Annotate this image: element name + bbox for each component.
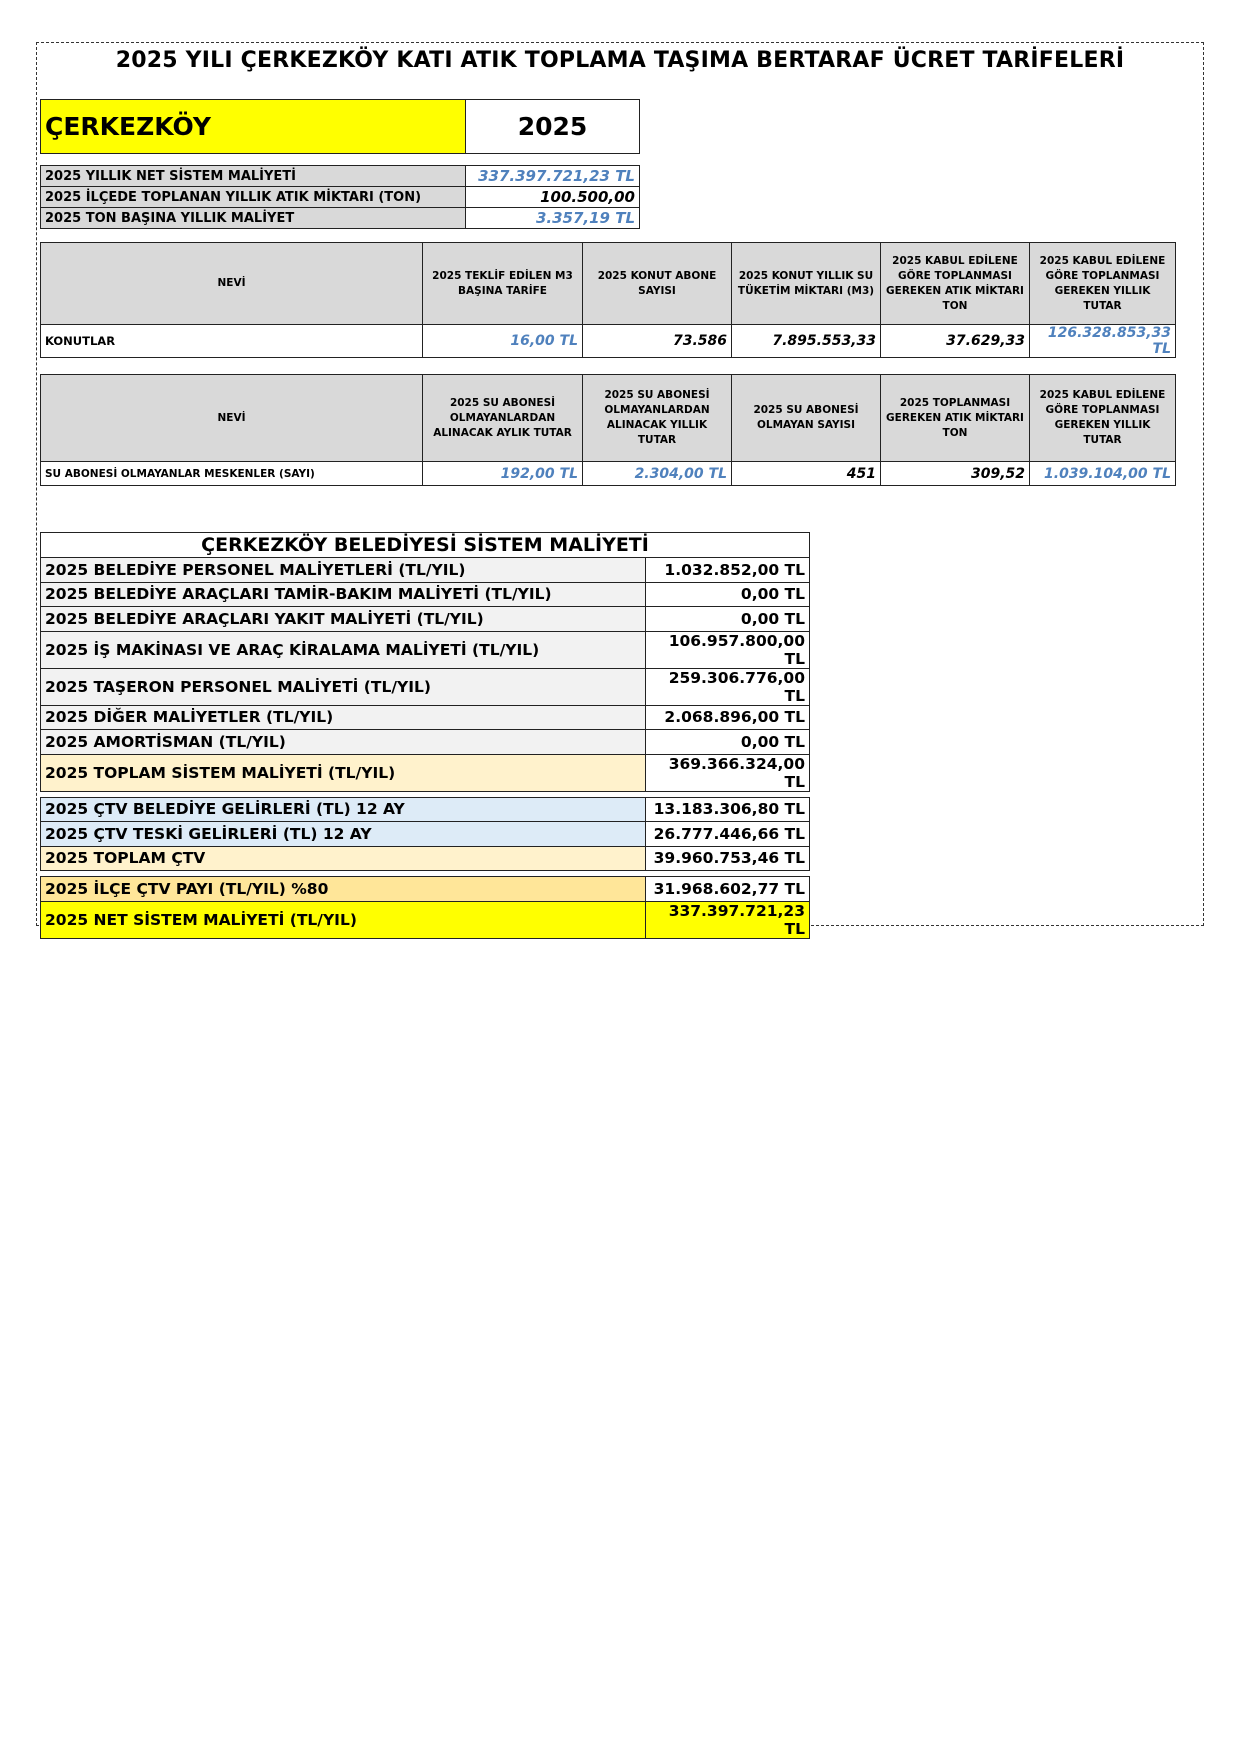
- summary-table: [40, 165, 640, 229]
- total-cost-row: [41, 754, 810, 791]
- cost-label: 2025 BELEDİYE PERSONEL MALİYETLERİ (TL/YIL): [41, 558, 646, 583]
- nonsubscriber-table: [40, 374, 1176, 486]
- summary-row: [41, 166, 640, 187]
- table-cell: 37.629,33: [881, 325, 1030, 358]
- column-header: 2025 KABUL EDİLENE GÖRE TOPLANMASI GEREKEN YILLIK TUTAR: [1030, 375, 1176, 462]
- cost-value: 0,00 TL: [646, 582, 810, 607]
- cost-value: 26.777.446,66 TL: [646, 822, 810, 847]
- column-header: 2025 KONUT ABONE SAYISI: [583, 243, 732, 325]
- cost-label: 2025 DİĞER MALİYETLER (TL/YIL): [41, 705, 646, 730]
- cost-value: 369.366.324,00 TL: [646, 754, 810, 791]
- cost-value: 337.397.721,23 TL: [646, 901, 810, 938]
- cost-row: [41, 668, 810, 705]
- cost-value: 1.032.852,00 TL: [646, 558, 810, 583]
- column-header: NEVİ: [41, 243, 423, 325]
- cost-value: 39.960.753,46 TL: [646, 846, 810, 871]
- column-header: 2025 TOPLANMASI GEREKEN ATIK MİKTARI TON: [881, 375, 1030, 462]
- ilce-pay-row: [41, 877, 810, 902]
- summary-row: [41, 208, 640, 229]
- table-cell: 192,00 TL: [423, 462, 583, 486]
- cost-label: 2025 AMORTİSMAN (TL/YIL): [41, 730, 646, 755]
- summary-value: 337.397.721,23 TL: [466, 166, 640, 187]
- cost-label: 2025 İŞ MAKİNASI VE ARAÇ KİRALAMA MALİYETİ (TL/YIL): [41, 631, 646, 668]
- cost-label: 2025 İLÇE ÇTV PAYI (TL/YIL) %80: [41, 877, 646, 902]
- row-label: SU ABONESİ OLMAYANLAR MESKENLER (SAYI): [41, 462, 423, 486]
- column-header: 2025 SU ABONESİ OLMAYANLARDAN ALINACAK AYLIK TUTAR: [423, 375, 583, 462]
- cost-row: [41, 607, 810, 632]
- city-header-table: [40, 99, 640, 154]
- table-header-row: [41, 243, 1176, 325]
- cost-label: 2025 TOPLAM SİSTEM MALİYETİ (TL/YIL): [41, 754, 646, 791]
- summary-label: 2025 İLÇEDE TOPLANAN YILLIK ATIK MİKTARI (TON): [41, 187, 466, 208]
- column-header: NEVİ: [41, 375, 423, 462]
- column-header: 2025 SU ABONESİ OLMAYANLARDAN ALINACAK YILLIK TUTAR: [583, 375, 732, 462]
- column-header: 2025 TEKLİF EDİLEN M3 BAŞINA TARİFE: [423, 243, 583, 325]
- summary-value: 100.500,00: [466, 187, 640, 208]
- cost-row: [41, 631, 810, 668]
- cost-value: 0,00 TL: [646, 730, 810, 755]
- summary-row: [41, 187, 640, 208]
- year-label: 2025: [466, 100, 640, 154]
- column-header: 2025 SU ABONESİ OLMAYAN SAYISI: [732, 375, 881, 462]
- cost-table-title: ÇERKEZKÖY BELEDİYESİ SİSTEM MALİYETİ: [41, 533, 810, 558]
- table-cell: 7.895.553,33: [732, 325, 881, 358]
- cost-row: [41, 558, 810, 583]
- table-cell: 2.304,00 TL: [583, 462, 732, 486]
- table-cell: 1.039.104,00 TL: [1030, 462, 1176, 486]
- residential-table: [40, 242, 1176, 358]
- table-cell: 451: [732, 462, 881, 486]
- summary-label: 2025 YILLIK NET SİSTEM MALİYETİ: [41, 166, 466, 187]
- column-header: 2025 KONUT YILLIK SU TÜKETİM MİKTARI (M3): [732, 243, 881, 325]
- table-header-row: [41, 375, 1176, 462]
- table-row: [41, 325, 1176, 358]
- column-header: 2025 KABUL EDİLENE GÖRE TOPLANMASI GEREKEN YILLIK TUTAR: [1030, 243, 1176, 325]
- cost-label: 2025 BELEDİYE ARAÇLARI YAKIT MALİYETİ (TL/YIL): [41, 607, 646, 632]
- table-row: [41, 462, 1176, 486]
- table-cell: 16,00 TL: [423, 325, 583, 358]
- net-cost-row: [41, 901, 810, 938]
- table-cell: 73.586: [583, 325, 732, 358]
- cost-label: 2025 BELEDİYE ARAÇLARI TAMİR-BAKIM MALİYETİ (TL/YIL): [41, 582, 646, 607]
- cost-value: 13.183.306,80 TL: [646, 797, 810, 822]
- ctv-total-row: [41, 846, 810, 871]
- summary-label: 2025 TON BAŞINA YILLIK MALİYET: [41, 208, 466, 229]
- cost-label: 2025 ÇTV BELEDİYE GELİRLERİ (TL) 12 AY: [41, 797, 646, 822]
- table-cell: 309,52: [881, 462, 1030, 486]
- cost-label: 2025 TOPLAM ÇTV: [41, 846, 646, 871]
- summary-value: 3.357,19 TL: [466, 208, 640, 229]
- cost-label: 2025 NET SİSTEM MALİYETİ (TL/YIL): [41, 901, 646, 938]
- cost-value: 259.306.776,00 TL: [646, 668, 810, 705]
- cost-label: 2025 ÇTV TESKİ GELİRLERİ (TL) 12 AY: [41, 822, 646, 847]
- city-name: ÇERKEZKÖY: [41, 100, 466, 154]
- cost-row: [41, 582, 810, 607]
- cost-row: [41, 730, 810, 755]
- page-title: 2025 YILI ÇERKEZKÖY KATI ATIK TOPLAMA TAŞIMA BERTARAF ÜCRET TARİFELERİ: [115, 48, 1125, 73]
- cost-label: 2025 TAŞERON PERSONEL MALİYETİ (TL/YIL): [41, 668, 646, 705]
- table-cell: 126.328.853,33 TL: [1030, 325, 1176, 358]
- cost-value: 106.957.800,00 TL: [646, 631, 810, 668]
- cost-value: 2.068.896,00 TL: [646, 705, 810, 730]
- ctv-teski-row: [41, 822, 810, 847]
- system-cost-table: [40, 532, 810, 939]
- cost-value: 0,00 TL: [646, 607, 810, 632]
- column-header: 2025 KABUL EDİLENE GÖRE TOPLANMASI GEREKEN ATIK MİKTARI TON: [881, 243, 1030, 325]
- row-label: KONUTLAR: [41, 325, 423, 358]
- cost-row: [41, 705, 810, 730]
- cost-value: 31.968.602,77 TL: [646, 877, 810, 902]
- ctv-belediye-row: [41, 797, 810, 822]
